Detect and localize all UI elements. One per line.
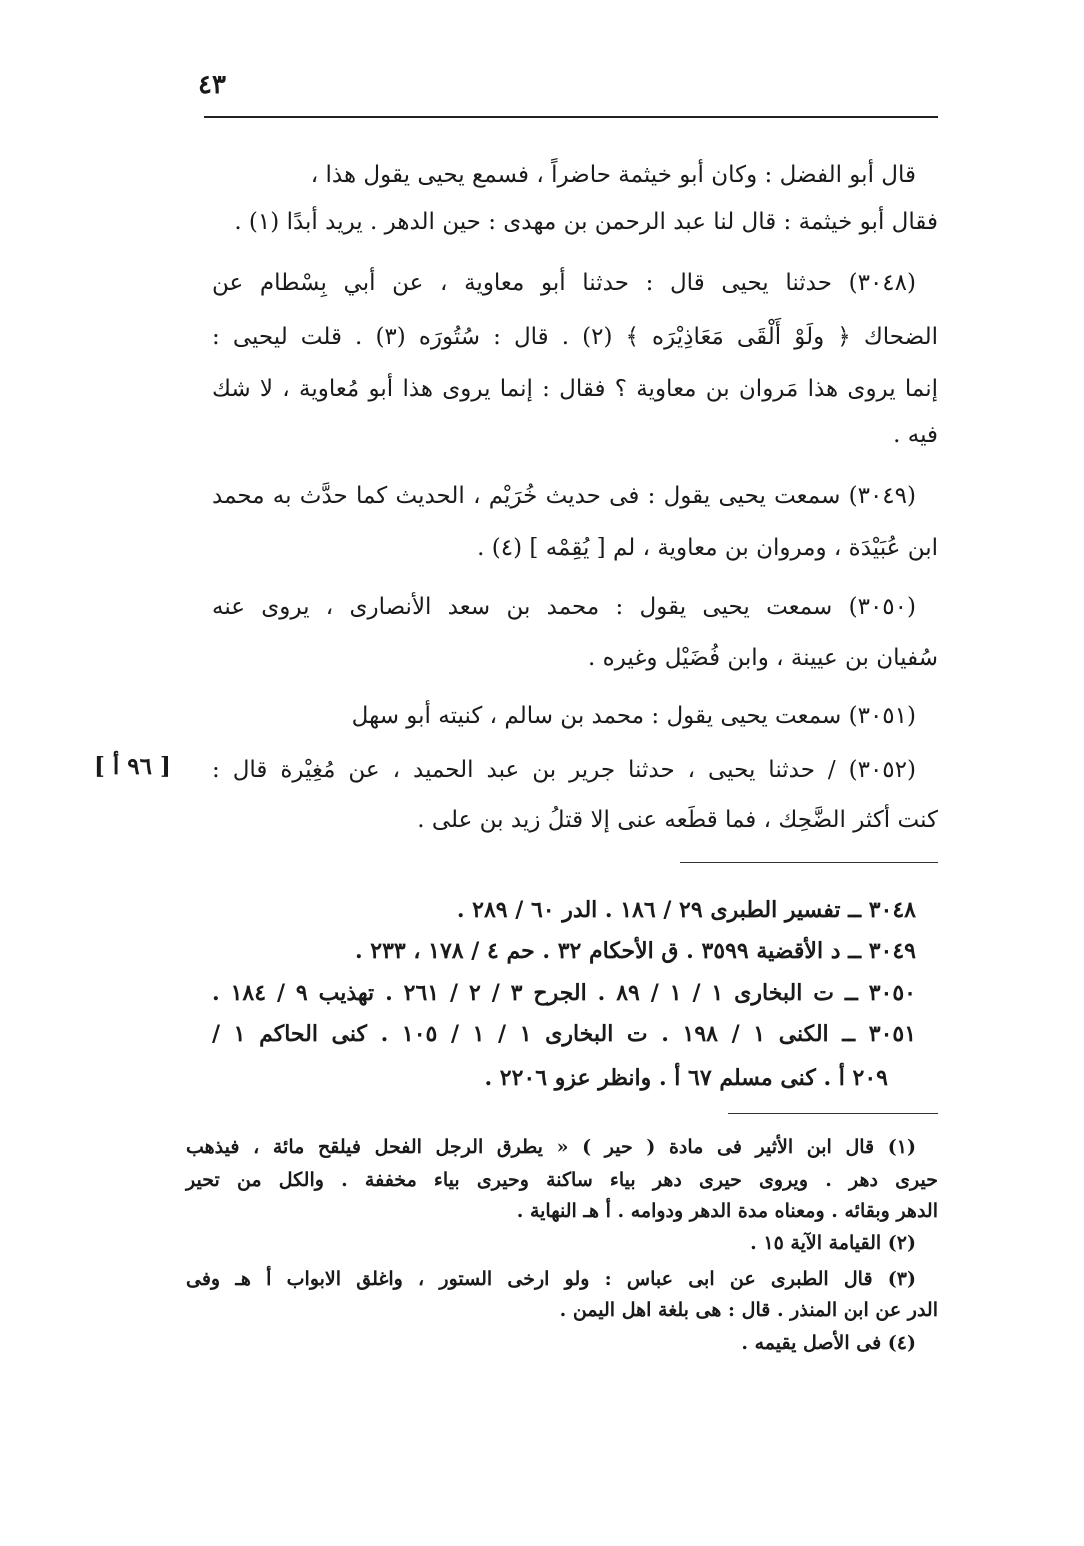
footnote-line: (١) قال ابن الأثير فى مادة ( حير ) « يطرق الرجل الفحل فيلقح مائة ، فيذهب bbox=[186, 1136, 916, 1158]
footnote-line: حيرى دهر . ويروى حيرى دهر بياء ساكنة وحيرى بياء مخففة . والكل من تحير bbox=[186, 1169, 938, 1191]
source-line: ٣٠٥١ ــ الكنى ١ / ١٩٨ . ت البخارى ١ / ١ / ١٠٥ . كنى الحاكم ١ / bbox=[212, 1021, 917, 1047]
body-line: (٣٠٤٩) سمعت يحيى يقول : فى حديث خُرَيْم ، الحديث كما حدَّث به محمد bbox=[212, 483, 916, 509]
body-line: الضحاك ﴿ ولَوْ أَلْقَى مَعَاذِيْرَه ﴾ (٢) . قال : سُتُورَه (٣) . قلت ليحيى : bbox=[212, 324, 938, 350]
body-line: (٣٠٥١) سمعت يحيى يقول : محمد بن سالم ، كنيته أبو سهل bbox=[351, 703, 916, 729]
body-line: (٣٠٥٠) سمعت يحيى يقول : محمد بن سعد الأنصارى ، يروى عنه bbox=[212, 594, 916, 620]
source-line: ٢٠٩ أ . كنى مسلم ٦٧ أ . وانظر عزو ٢٢٠٦ . bbox=[484, 1065, 888, 1091]
footnote-line: (٣) قال الطبرى عن ابى عباس : ولو ارخى الستور ، واغلق الابواب أ هـ وفى bbox=[186, 1268, 916, 1290]
page-number: ٤٣ bbox=[198, 70, 226, 100]
footnote-line: (٢) القيامة الآية ١٥ . bbox=[750, 1232, 916, 1254]
footnote-line: الدهر وبقائه . ومعناه مدة الدهر ودوامه . أ هـ النهاية . bbox=[516, 1200, 938, 1222]
source-line: ٣٠٤٩ ــ د الأقضية ٣٥٩٩ . ق الأحكام ٣٢ . حم ٤ / ١٧٨ ، ٢٣٣ . bbox=[354, 938, 916, 964]
source-line: ٣٠٥٠ ــ ت البخارى ١ / ١ / ٨٩ . الجرح ٣ / ٢ / ٢٦١ . تهذيب ٩ / ١٨٤ . bbox=[212, 980, 916, 1006]
body-line: (٣٠٥٢) / حدثنا يحيى ، حدثنا جرير بن عبد الحميد ، عن مُغِيْرة قال : bbox=[212, 757, 916, 783]
folio-margin-note: [ ٩٦ أ ] bbox=[94, 753, 171, 780]
body-line: (٣٠٤٨) حدثنا يحيى قال : حدثنا أبو معاوية ، عن أبي بِسْطام عن bbox=[212, 270, 916, 296]
footnote-line: الدر عن ابن المنذر . قال : هى بلغة اهل اليمن . bbox=[559, 1299, 938, 1321]
section-rule bbox=[680, 862, 938, 863]
body-line: كنت أكثر الضَّحِك ، فما قطَعه عنى إلا قتلُ زيد بن على . bbox=[417, 807, 938, 833]
source-line: ٣٠٤٨ ــ تفسير الطبرى ٢٩ / ١٨٦ . الدر ٦٠ / ٢٨٩ . bbox=[456, 897, 916, 923]
body-line: ابن عُبَيْدَة ، ومروان بن معاوية ، لم [ يُقِمْه ] (٤) . bbox=[477, 535, 938, 561]
body-line: فقال أبو خيثمة : قال لنا عبد الرحمن بن مهدى : حين الدهر . يريد أبدًا (١) . bbox=[234, 209, 938, 235]
body-line: قال أبو الفضل : وكان أبو خيثمة حاضراً ، فسمع يحيى يقول هذا ، bbox=[310, 162, 916, 188]
footnote-rule bbox=[728, 1113, 938, 1114]
body-line: سُفيان بن عيينة ، وابن فُضَيْل وغيره . bbox=[588, 645, 938, 671]
header-rule bbox=[204, 116, 938, 118]
body-line: فيه . bbox=[893, 422, 938, 448]
footnote-line: (٤) فى الأصل يقيمه . bbox=[741, 1332, 916, 1354]
body-line: إنما يروى هذا مَروان بن معاوية ؟ فقال : إنما يروى هذا أبو مُعاوية ، لا شك bbox=[212, 376, 938, 402]
